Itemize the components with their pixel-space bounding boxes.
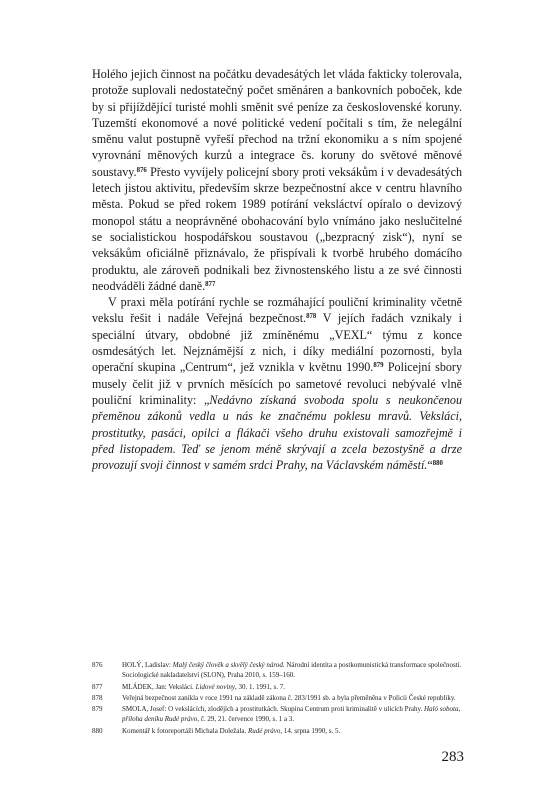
italic-text: Malý český člověk a skvělý český národ. [172,661,285,669]
text-run: V praxi měla potírání rychle se rozmáhající pouliční kriminality včetně vekslu řešit i nadále Veřejná bezpečnost. [92,295,462,326]
text-run: HOLÝ, Ladislav: [122,661,173,669]
italic-text: Rudé právo [247,726,281,735]
text-run: “ [427,458,433,473]
italic-text: Nedávno získaná svoboda spolu s neukončenou přeměnou zákonů vedla u nás ke značnému poklesu mravů. Veksláci, prostitutky, pasáci, opilci a flákači všeho druhu existovali samozřejmě i před listopadem. Teď se jenom méně skrývají a zcela bezostyšně a drze provozují svoji činnost v samém srdci Prahy, na Václavském náměstí. [92,392,462,473]
text-run: Holého jejich činnost na počátku devadesátých let vláda fakticky tolerovala, protože suplovali nedostatečný počet směnáren a bankovních poboček, kde by si přijíždějící turisté mohli směnit své peníze za československé koruny. Tuzemští ekonomové a nové politické vedení počítali s tím, že nelegální směnu valut postupně vyřeší přechod na tržní ekonomiku a s ním spojené vyrovnání měnových kurzů a integrace čs. koruny do světové měnové soustavy. [92,67,462,179]
text-run: , 30. 1. 1991, s. 7. [235,682,286,691]
footnote-reference: 877 [205,280,216,288]
text-run: Národní identita a postkomunistická transformace společnosti. Sociologické nakladatelství (SLON), Praha 2010, s. 159–160. [122,661,462,680]
footnote-text [122,682,470,692]
footnote-reference: 879 [373,362,384,370]
page-number: 283 [441,749,464,765]
body-text [92,66,462,473]
footnote-reference: 880 [432,460,443,468]
text-run: SMOLA, Josef: O vekslácích, zlodějích a prostitutkách. Skupina Centrum proti kriminalitě v ulicích Prahy. [122,705,425,714]
footnote-text [122,704,470,725]
footnote-text [122,726,470,736]
text-run: MLÁDEK, Jan: Veksláci. [122,682,196,691]
footnote-number: 876 [92,661,103,669]
footnote-number: 880 [92,726,103,735]
footnotes [92,660,470,737]
footnote-reference: 878 [306,313,317,321]
italic-text: Lidové noviny [195,682,236,691]
footnote [92,704,470,725]
paragraph [92,294,462,473]
footnote-number: 877 [92,682,103,691]
footnote-text [122,660,470,681]
paragraph [92,66,462,294]
text-run: , 14. srpna 1990, s. 5. [280,726,341,735]
footnote-text [122,693,470,703]
footnote [92,693,470,703]
text-run: Přesto vyvíjely policejní sbory proti veksákům i v devadesátých letech jistou aktivitu, především skrze bezpečnostní akce v centru hlavního města. Pokud se před rokem 1989 potírání veksláctví opíralo o devizový monopol státu a neoprávněné obohacování bylo vnímáno jako neslučitelné se socialistickou hospodářskou soustavou („bezpracný zisk“), nyní se veksákům oficiálně přiznávalo, že přispívali k tvorbě hrubého domácího produktu, ale zároveň podnikali bez živnostenského listu a ze své činnosti neodváděli žádné daně. [92,164,462,293]
italic-text: Haló sobota, příloha deníku Rudé právo [122,705,461,724]
footnote-reference: 876 [136,166,147,174]
footnote-number: 879 [92,705,103,714]
footnote [92,660,470,681]
text-run: Komentář k fotoreportáži Michala Doležala. [122,726,248,735]
footnote-number: 878 [92,693,103,702]
text-run: Policejní sbory musely čelit již v prvních měsících po sametové revoluci nebývalé vlně pouliční kriminality: „ [92,360,462,407]
footnote [92,682,470,692]
text-run: Veřejná bezpečnost zanikla v roce 1991 na základě zákona č. 283/1991 sb. a byla přeměněna v Policii České republiky. [122,693,456,702]
text-run: V jejích řadách vznikaly i speciální útvary, obdobné již zmíněnému „VEXL“ týmu z konce osmdesátých let. Nejznámější z nich, i díky mediální pozornosti, byla operační skupina „Centrum“, jež vznikla v květnu 1990. [92,311,462,375]
footnote [92,726,470,736]
text-run: , č. 29, 21. července 1990, s. 1 a 3. [197,715,295,724]
